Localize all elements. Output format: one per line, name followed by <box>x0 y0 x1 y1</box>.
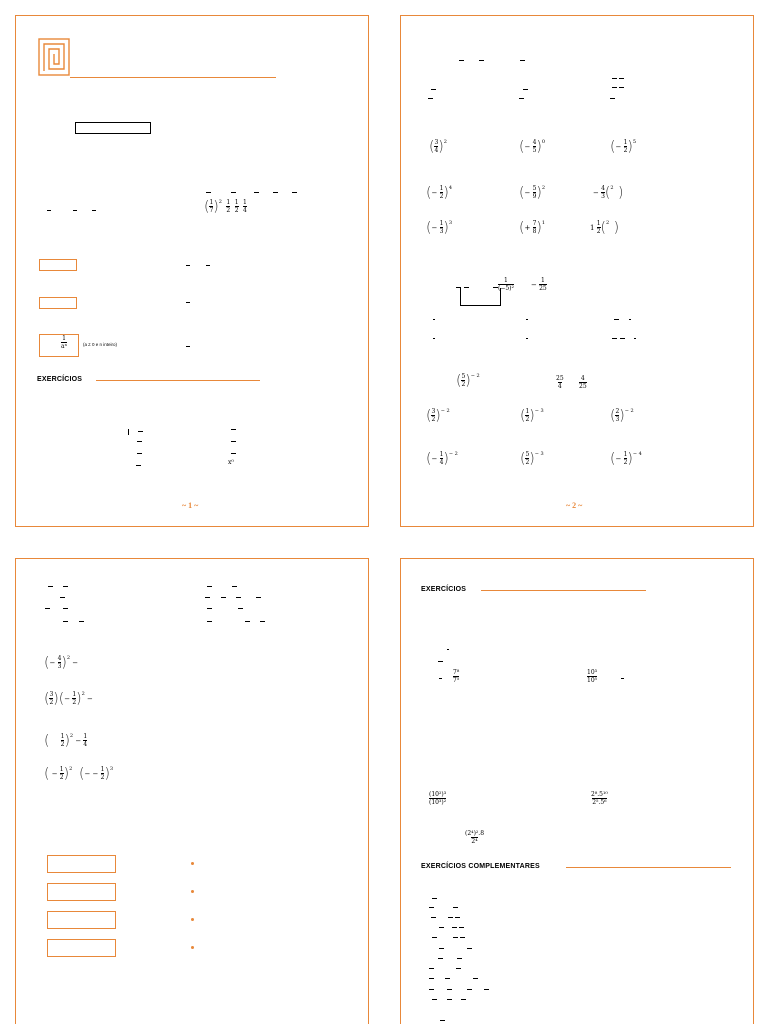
dash-mark <box>456 968 461 969</box>
heading-rule <box>481 590 646 591</box>
heading-rule <box>96 380 260 381</box>
difference-of-powers: ( − $\frac{1}{2}$ )$^2$ (− − $\frac{1}{2}$ )$^3$ <box>44 766 114 783</box>
dash-mark <box>467 989 472 990</box>
page-4 <box>400 558 754 1024</box>
dash-mark <box>438 958 443 959</box>
page-number: ~ 1 ~ <box>182 501 199 510</box>
dash-mark <box>256 597 261 598</box>
page-number: ~ 2 ~ <box>566 501 583 510</box>
one-over-25: − $\frac{1}{25}$ <box>531 277 547 292</box>
dash-mark <box>619 78 624 79</box>
property-box-a <box>47 855 116 873</box>
condition-note: (a ≠ 0 e n inteiro) <box>83 342 117 347</box>
dash-mark <box>260 621 265 622</box>
dash-mark <box>610 98 615 99</box>
power-5-2-neg3: ( $\frac{5}{2}$ )$^{- 3}$ <box>520 451 544 468</box>
page-1 <box>15 15 369 527</box>
dash-mark <box>238 608 243 609</box>
dash-mark <box>612 78 617 79</box>
power-1-2-neg4: (− $\frac{1}{2}$ )$^{- 4}$ <box>610 451 642 468</box>
power-2-3-neg2: ( $\frac{2}{3}$ )$^{- 2}$ <box>610 408 634 425</box>
property-box-c <box>47 911 116 929</box>
neg-five-squared: $\frac{1}{\text{(−5)²}}$ <box>498 277 514 292</box>
dash-mark <box>452 927 457 928</box>
bullet <box>191 918 194 921</box>
exercises-heading: EXERCÍCIOS <box>421 586 467 593</box>
negative-exponent-formula: $\frac{1}{\text{aⁿ}}$ <box>61 335 68 350</box>
dash-mark <box>428 98 433 99</box>
dash-mark <box>453 937 458 938</box>
dash-mark <box>63 586 68 587</box>
dash-mark <box>231 453 236 454</box>
definition-box <box>75 122 151 134</box>
fraction-2-5: $\frac{\text{2⁸.5¹⁰}}{\text{2⁵.5⁶}}$ <box>591 791 608 806</box>
power-1-2-5: (− $\frac{1}{2}$ )$^5$ <box>610 139 637 156</box>
dash-mark <box>612 338 617 339</box>
dash-mark <box>439 948 444 949</box>
page-3 <box>15 558 369 1024</box>
dash-mark <box>137 441 142 442</box>
dash-mark <box>429 978 434 979</box>
example-value-4-25: $\frac{4}{25}$ <box>579 375 587 390</box>
dash-mark <box>432 937 437 938</box>
dash-mark <box>186 265 190 266</box>
dash-mark <box>459 927 464 928</box>
dash-mark <box>629 319 631 320</box>
dash-mark <box>429 968 434 969</box>
dash-mark <box>459 60 464 61</box>
dash-mark <box>429 989 434 990</box>
fraction-2-4: $\frac{\text{(2⁴)².8}}{\text{2⁴}}$ <box>465 830 485 845</box>
arrow-bracket <box>460 288 501 306</box>
dash-mark <box>63 621 68 622</box>
bullet <box>191 890 194 893</box>
property-box-2 <box>39 297 77 309</box>
exercises-heading: EXERCÍCIOS <box>37 376 83 383</box>
dash-mark <box>137 453 142 454</box>
dash-mark <box>433 338 435 339</box>
dash-mark <box>273 192 278 193</box>
dash-mark <box>136 465 141 466</box>
dash-mark <box>612 87 617 88</box>
dash-mark <box>467 948 472 949</box>
dash-mark <box>433 319 435 320</box>
spiral-square-icon <box>38 38 70 76</box>
dash-mark <box>231 441 236 442</box>
dash-mark <box>457 958 462 959</box>
dash-mark <box>254 192 259 193</box>
dash-mark <box>455 917 460 918</box>
dash-mark <box>92 210 96 211</box>
dash-mark <box>453 907 458 908</box>
example-neg-exponent: ( $\frac{5}{2}$ )$^{- 2}$ <box>456 373 480 390</box>
dash-mark <box>445 978 450 979</box>
dash-mark <box>526 319 528 320</box>
fraction-10-nested: $\frac{\text{(10²)³}}{\text{(10³)²}}$ <box>429 791 447 806</box>
dash-mark <box>439 927 444 928</box>
dash-mark <box>292 192 297 193</box>
power-5-9: (− $\frac{5}{9}$ )$^2$ <box>519 185 546 202</box>
power-1-2-4: (− $\frac{1}{2}$ )$^4$ <box>426 185 453 202</box>
example-value-25-4: $\frac{25}{4}$ <box>556 375 564 390</box>
dash-mark <box>221 597 226 598</box>
dash-mark <box>79 621 84 622</box>
negative-exponent-box <box>39 334 79 357</box>
complementary-heading: EXERCÍCIOS COMPLEMENTARES <box>421 863 540 870</box>
dash-mark <box>447 649 449 650</box>
product-3-2-1-2: ( $\frac{3}{2}$ )(− $\frac{1}{2}$ )$^2$ − <box>44 691 93 708</box>
property-box-d <box>47 939 116 957</box>
x-power-zero: x⁰ <box>228 459 234 466</box>
fraction-7-powers: $\frac{\text{7⁸}}{\text{7⁵}}$ <box>453 669 460 684</box>
dash-mark <box>431 89 436 90</box>
dash-mark <box>186 302 190 303</box>
property-box-b <box>47 883 116 901</box>
dash-mark <box>520 60 525 61</box>
dash-mark <box>620 338 625 339</box>
power-1-3: (− $\frac{1}{3}$ )$^3$ <box>426 220 453 237</box>
page-2 <box>400 15 754 527</box>
dash-mark <box>73 210 77 211</box>
dash-mark <box>439 678 442 679</box>
dash-mark <box>245 621 250 622</box>
heading-rule <box>566 867 731 868</box>
dash-mark <box>447 999 452 1000</box>
dash-mark <box>523 89 528 90</box>
dash-mark <box>205 597 210 598</box>
dash-mark <box>447 989 452 990</box>
dash-mark <box>186 346 190 347</box>
dash-mark <box>461 999 466 1000</box>
dash-mark <box>431 917 436 918</box>
dash-mark <box>438 661 443 662</box>
dash-mark <box>47 210 51 211</box>
property-box-1 <box>39 259 77 271</box>
dash-mark <box>440 1020 445 1021</box>
dash-mark <box>432 999 437 1000</box>
dash-mark <box>206 192 211 193</box>
dash-mark <box>207 586 212 587</box>
dash-mark <box>138 431 143 432</box>
dash-mark <box>484 989 489 990</box>
dash-mark <box>519 98 524 99</box>
bullet <box>191 862 194 865</box>
power-7-8: (+ $\frac{7}{8}$ )$^1$ <box>519 220 546 237</box>
power-4-3: − $\frac{4}{3}$ ($^2$ ) <box>593 185 624 202</box>
power-3-2-neg2: ( $\frac{3}{2}$ )$^{- 2}$ <box>426 408 450 425</box>
dash-mark <box>48 586 53 587</box>
example-fractions: ( $\frac{1}{7}$ )$^2$ $\frac{1}{2}$ $\frac{1}{2}$ $\frac{1}{4}$ <box>204 199 247 216</box>
power-mixed: 1 $\frac{1}{2}$ ($^2$ ) <box>590 220 620 237</box>
power-1-2-neg3: ( $\frac{1}{2}$ )$^{- 3}$ <box>520 408 544 425</box>
dash-mark <box>448 917 453 918</box>
dash-mark <box>231 192 236 193</box>
dash-mark <box>473 978 478 979</box>
dash-mark <box>614 319 619 320</box>
dash-mark <box>60 597 65 598</box>
title-underline <box>70 77 276 78</box>
dash-mark <box>429 907 434 908</box>
dash-mark <box>479 60 484 61</box>
power-1-4-neg2: (− $\frac{1}{4}$ )$^{- 2}$ <box>426 451 458 468</box>
dash-mark <box>619 87 624 88</box>
power-4-3-squared: (− $\frac{4}{3}$ )$^2$ − <box>44 655 79 672</box>
dash-mark <box>45 608 50 609</box>
dash-mark <box>231 429 236 430</box>
fraction-10-powers: $\frac{\text{10³}}{\text{10⁵}}$ <box>587 669 598 684</box>
half-squared-quarter: ( $\frac{1}{2}$ )$^2$ − $\frac{1}{4}$ <box>44 733 88 750</box>
dash-mark <box>207 621 212 622</box>
dash-mark <box>432 898 437 899</box>
dash-mark <box>526 338 528 339</box>
dash-mark <box>206 265 210 266</box>
dash-mark <box>236 597 241 598</box>
bullet <box>191 946 194 949</box>
power-3-4: ( $\frac{3}{4}$ )$^2$ <box>429 139 447 156</box>
dash-mark <box>621 678 624 679</box>
dash-mark <box>634 338 636 339</box>
dash-mark <box>460 937 465 938</box>
power-4-5: (− $\frac{4}{5}$ )$^0$ <box>519 139 546 156</box>
dash-mark <box>63 608 68 609</box>
dash-mark <box>128 429 129 435</box>
dash-mark <box>207 608 212 609</box>
dash-mark <box>232 586 237 587</box>
